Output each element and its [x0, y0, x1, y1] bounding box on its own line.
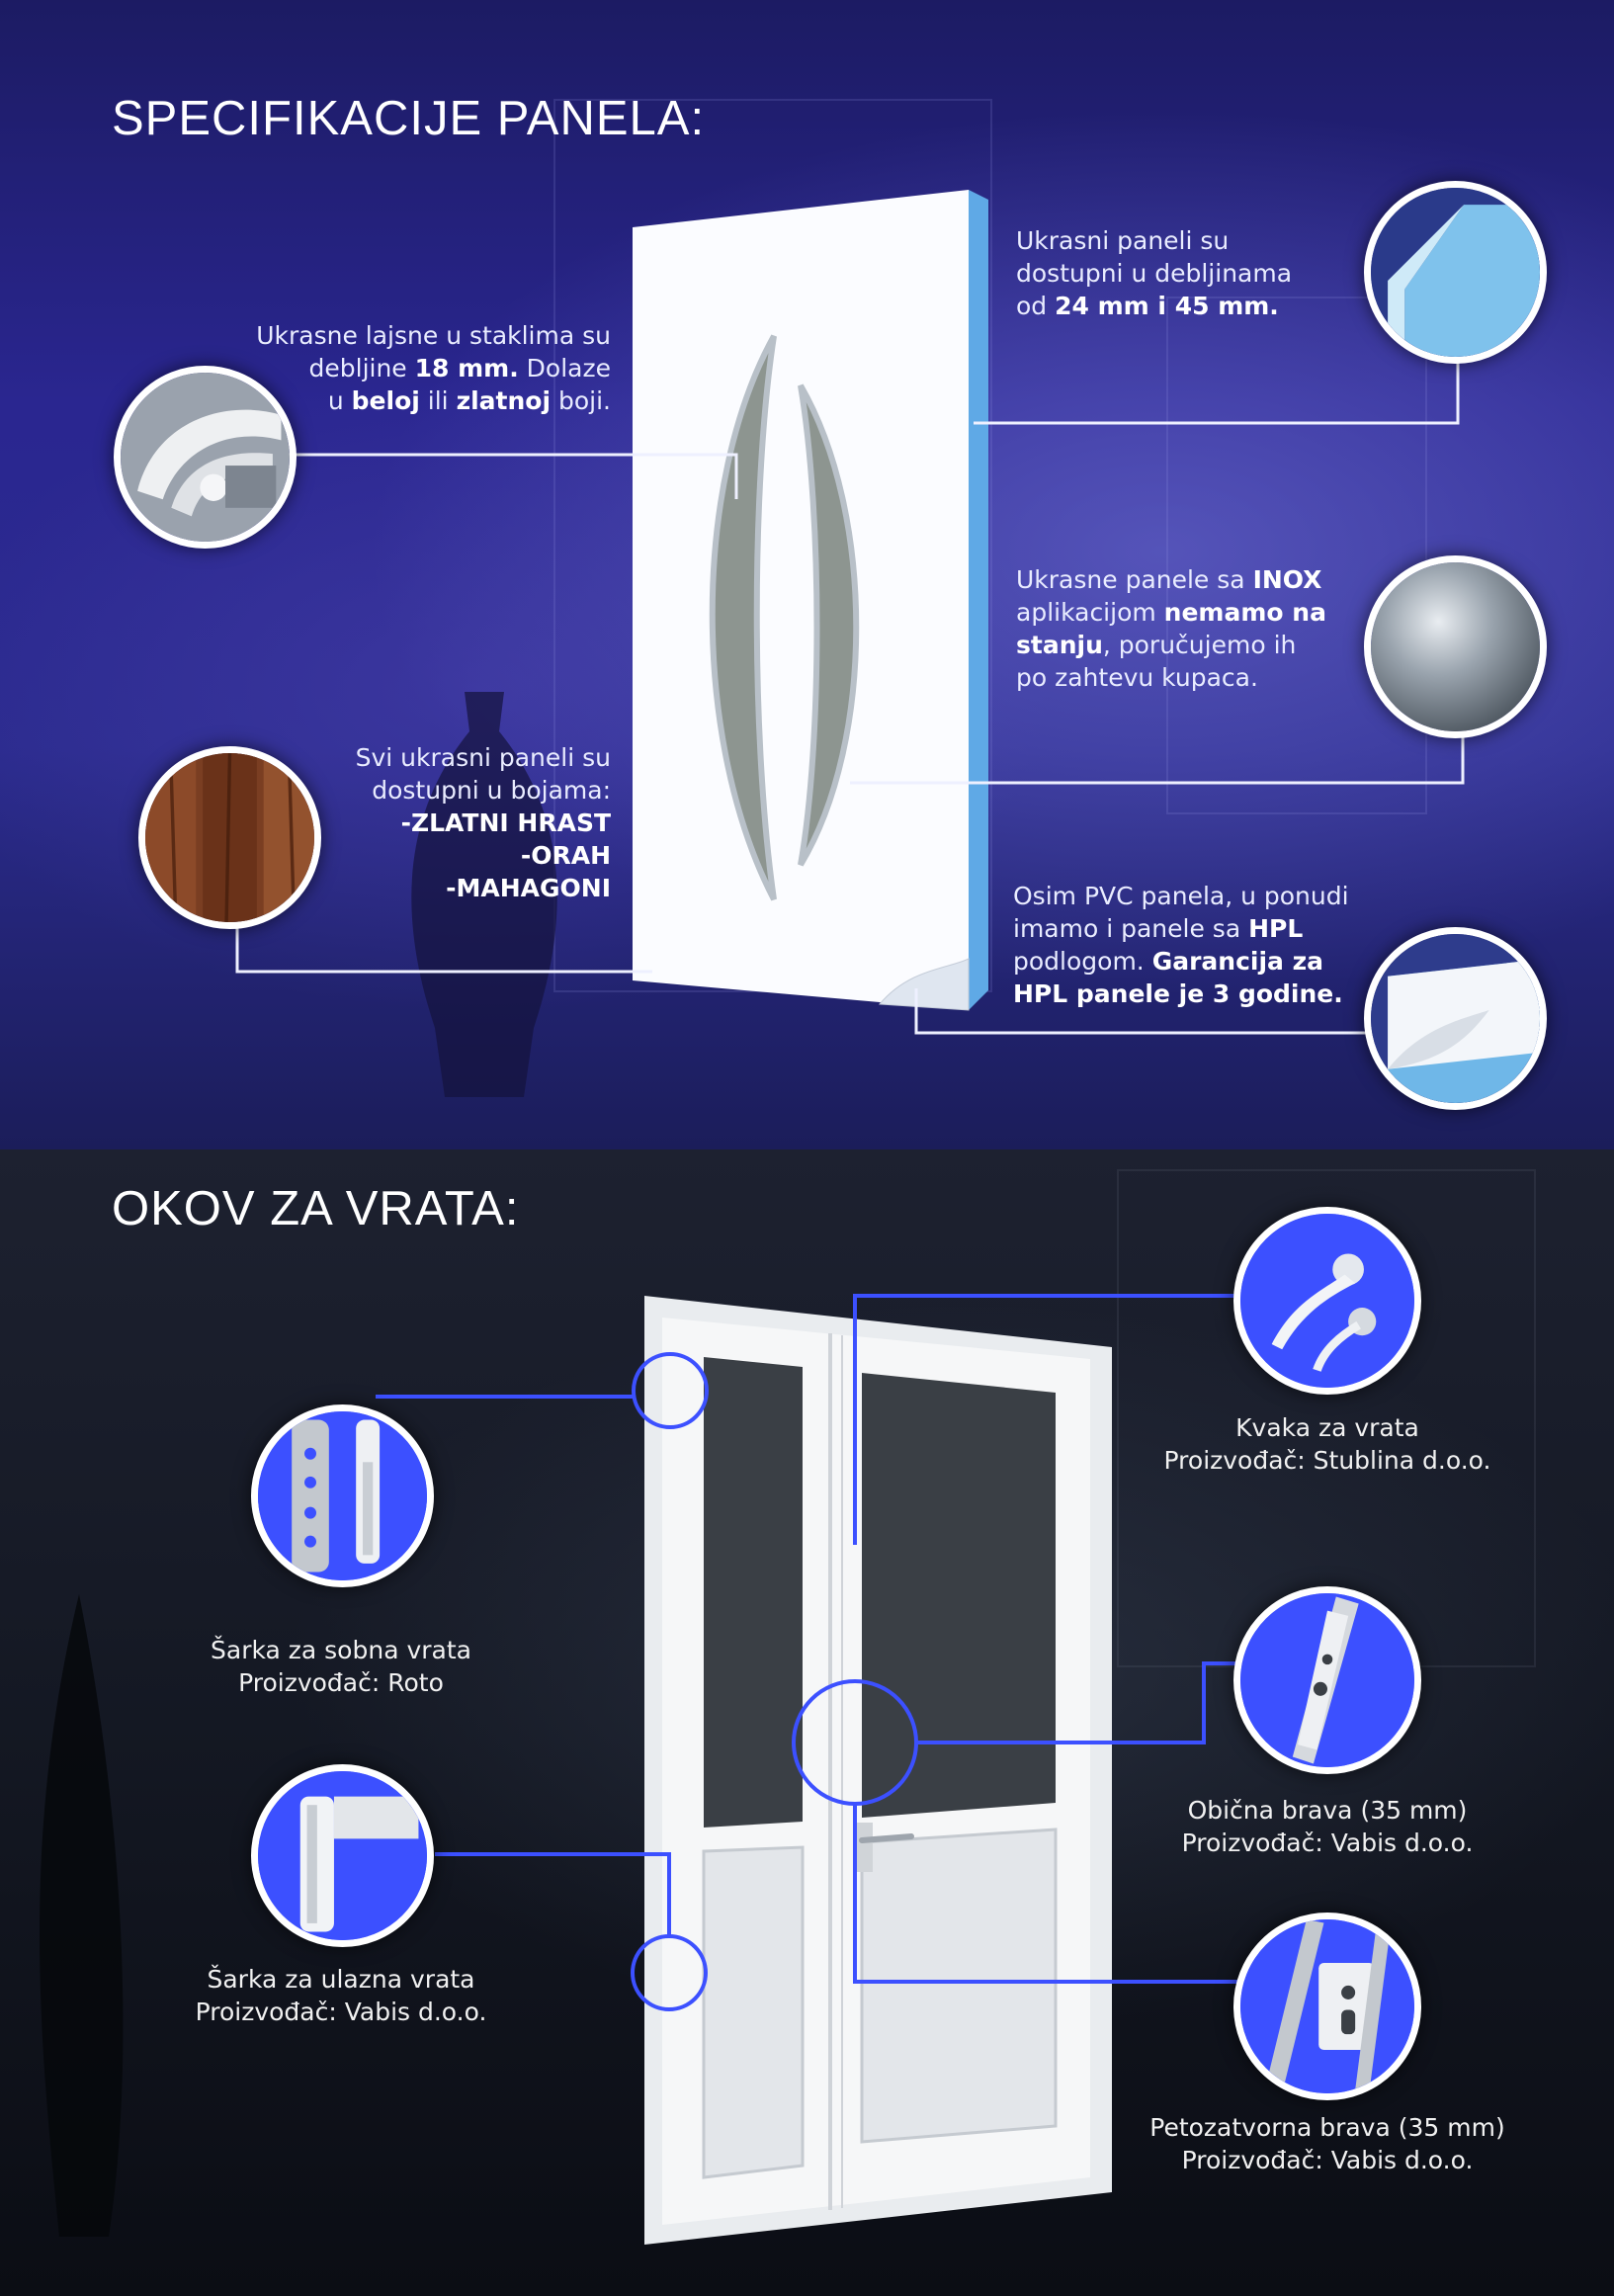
inox-metal-photo [1371, 562, 1540, 731]
hpl-callout: Osim PVC panela, u ponudi imamo i panele sa HPL podlogom. Garancija za HPL panele je 3 godine. [1013, 882, 1349, 1008]
panel-edge [969, 190, 988, 1010]
handle-caption: Kvaka za vrata Proizvođač: Stublina d.o.o. [1163, 1413, 1491, 1475]
door-handle-icon [1240, 1214, 1414, 1388]
background-plant [0, 1446, 198, 2237]
background-window-frame [1166, 297, 1427, 814]
moldings-callout: Ukrasne lajsne u staklima su debljine 18 mm. Dolaze u beloj ili zlatnoj boji. [256, 321, 611, 415]
lock-icon [1240, 1593, 1414, 1767]
interior-hinge-icon [258, 1411, 427, 1580]
molding-photo [121, 373, 290, 542]
molding-closeup-image [114, 366, 297, 549]
thickness-callout: Ukrasni paneli su dostupni u debljinama od 24 mm i 45 mm. [1016, 226, 1293, 320]
handle-image [1233, 1207, 1421, 1395]
entrance-hinge-image [251, 1764, 434, 1947]
colors-callout: Svi ukrasni paneli su dostupni u bojama: -ZLATNI HRAST -ORAH -MAHAGONI [355, 743, 611, 902]
left-door-lower-panel [704, 1847, 803, 2177]
multipoint-lock-icon [1240, 1919, 1414, 2093]
wood-grain-photo [145, 753, 314, 922]
left-door-glass [704, 1357, 803, 1828]
hardware-section-title: OKOV ZA VRATA: [112, 1182, 520, 1235]
right-door-lower-panel [862, 1829, 1056, 2142]
entrance-hinge-caption: Šarka za ulazna vrata Proizvođač: Vabis d.o.o. [195, 1965, 487, 2026]
five-point-lock-caption: Petozatvorna brava (35 mm) Proizvođač: Vabis d.o.o. [1149, 2113, 1505, 2174]
lock-caption: Obična brava (35 mm) Proizvođač: Vabis d.o.o. [1181, 1796, 1474, 1857]
door-hardware-section [0, 1149, 1614, 2296]
foam-sample-photo [1371, 188, 1540, 357]
hpl-panel-photo [1371, 934, 1540, 1103]
thickness-sample-image [1364, 181, 1547, 364]
entrance-hinge-icon [258, 1771, 427, 1940]
five-point-lock-image [1233, 1913, 1421, 2100]
inox-callout: Ukrasne panele sa INOX aplikacijom nemamo na stanju, poručujemo ih po zahtevu kupaca. [1016, 565, 1326, 692]
double-door-illustration [633, 1296, 1117, 2250]
hpl-sample-image [1364, 927, 1547, 1110]
interior-hinge-caption: Šarka za sobna vrata Proizvođač: Roto [211, 1636, 471, 1697]
door-panel-illustration [613, 188, 1008, 1038]
interior-hinge-image [251, 1404, 434, 1587]
inox-sample-image [1364, 555, 1547, 738]
wood-color-sample-image [138, 746, 321, 929]
panel-face [633, 190, 969, 1010]
lock-image [1233, 1586, 1421, 1774]
panel-section-title: SPECIFIKACIJE PANELA: [112, 92, 706, 145]
right-door-glass [862, 1373, 1056, 1818]
